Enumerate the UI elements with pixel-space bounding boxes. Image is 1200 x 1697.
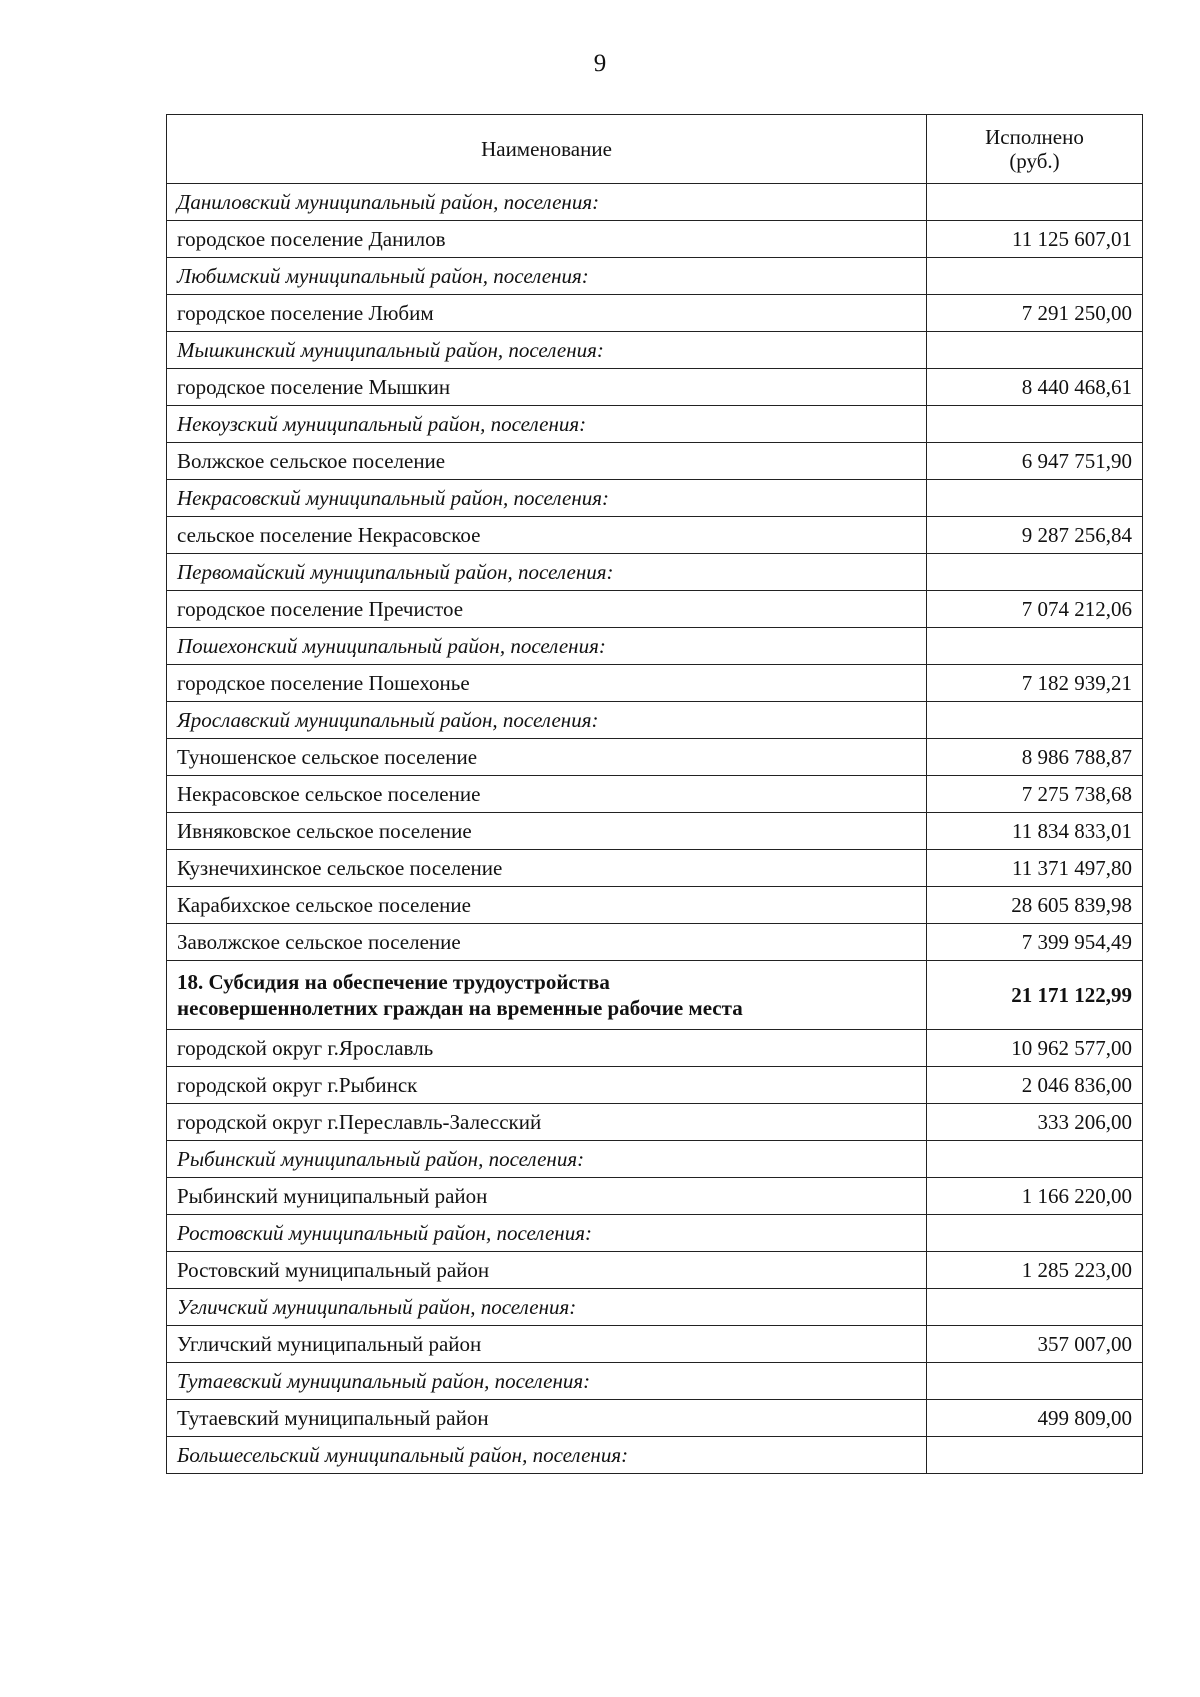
row-value: 1 285 223,00 <box>927 1252 1143 1289</box>
column-header-value-line1: Исполнено <box>985 125 1084 149</box>
row-name: Карабихское сельское поселение <box>167 887 927 924</box>
section-row <box>167 184 1143 221</box>
report-table <box>166 114 1143 1474</box>
section-title: Некоузский муниципальный район, поселения: <box>167 406 927 443</box>
heading-line-1: 18. Субсидия на обеспечение трудоустройства <box>177 970 610 994</box>
table-body <box>167 184 1143 1474</box>
row-value <box>927 628 1143 665</box>
row-value: 11 834 833,01 <box>927 813 1143 850</box>
row-name: Ивняковское сельское поселение <box>167 813 927 850</box>
section-row <box>167 1141 1143 1178</box>
table-row <box>167 1326 1143 1363</box>
section-title: Тутаевский муниципальный район, поселения: <box>167 1363 927 1400</box>
row-name: городское поселение Мышкин <box>167 369 927 406</box>
section-row <box>167 702 1143 739</box>
row-value: 357 007,00 <box>927 1326 1143 1363</box>
row-name: Волжское сельское поселение <box>167 443 927 480</box>
section-title: Ростовский муниципальный район, поселения: <box>167 1215 927 1252</box>
table-row <box>167 1252 1143 1289</box>
table-header-row <box>167 115 1143 184</box>
row-value: 7 275 738,68 <box>927 776 1143 813</box>
table-row <box>167 1400 1143 1437</box>
section-row <box>167 1289 1143 1326</box>
row-value: 28 605 839,98 <box>927 887 1143 924</box>
row-name: Рыбинский муниципальный район <box>167 1178 927 1215</box>
row-value: 10 962 577,00 <box>927 1030 1143 1067</box>
row-value <box>927 332 1143 369</box>
row-value: 9 287 256,84 <box>927 517 1143 554</box>
table-row <box>167 443 1143 480</box>
section-row <box>167 554 1143 591</box>
row-value <box>927 406 1143 443</box>
row-name <box>167 961 927 1030</box>
table-row <box>167 295 1143 332</box>
row-value <box>927 554 1143 591</box>
section-title: Некрасовский муниципальный район, поселения: <box>167 480 927 517</box>
row-name: Некрасовское сельское поселение <box>167 776 927 813</box>
table-row <box>167 1030 1143 1067</box>
section-title: Рыбинский муниципальный район, поселения: <box>167 1141 927 1178</box>
page-number: 9 <box>593 50 607 77</box>
row-value: 8 986 788,87 <box>927 739 1143 776</box>
section-title: Большесельский муниципальный район, поселения: <box>167 1437 927 1474</box>
section-title: Первомайский муниципальный район, поселения: <box>167 554 927 591</box>
row-value <box>927 1289 1143 1326</box>
column-header-value-line2: (руб.) <box>1009 149 1060 173</box>
row-name: сельское поселение Некрасовское <box>167 517 927 554</box>
subsidy-heading-row <box>167 961 1143 1030</box>
table-row <box>167 591 1143 628</box>
section-row <box>167 258 1143 295</box>
row-value <box>927 184 1143 221</box>
row-value: 1 166 220,00 <box>927 1178 1143 1215</box>
row-value <box>927 702 1143 739</box>
section-row <box>167 406 1143 443</box>
table-row <box>167 665 1143 702</box>
row-value: 2 046 836,00 <box>927 1067 1143 1104</box>
column-header-value <box>927 115 1143 184</box>
table-row <box>167 739 1143 776</box>
section-title: Пошехонский муниципальный район, поселения: <box>167 628 927 665</box>
row-value <box>927 1437 1143 1474</box>
row-value: 11 371 497,80 <box>927 850 1143 887</box>
row-value: 6 947 751,90 <box>927 443 1143 480</box>
row-name: Туношенское сельское поселение <box>167 739 927 776</box>
row-value: 7 074 212,06 <box>927 591 1143 628</box>
section-row <box>167 1363 1143 1400</box>
row-name: городской округ г.Рыбинск <box>167 1067 927 1104</box>
row-value: 333 206,00 <box>927 1104 1143 1141</box>
table-row <box>167 924 1143 961</box>
section-row <box>167 1437 1143 1474</box>
row-name: Ростовский муниципальный район <box>167 1252 927 1289</box>
table-row <box>167 813 1143 850</box>
row-name: городское поселение Пошехонье <box>167 665 927 702</box>
row-value: 7 182 939,21 <box>927 665 1143 702</box>
table-row <box>167 1067 1143 1104</box>
row-value: 7 291 250,00 <box>927 295 1143 332</box>
table-row <box>167 1178 1143 1215</box>
table-row <box>167 776 1143 813</box>
section-title: Даниловский муниципальный район, поселения: <box>167 184 927 221</box>
row-name: городское поселение Любим <box>167 295 927 332</box>
section-title: Любимский муниципальный район, поселения: <box>167 258 927 295</box>
table-row <box>167 517 1143 554</box>
table-row <box>167 221 1143 258</box>
table-row <box>167 1104 1143 1141</box>
section-title: Ярославский муниципальный район, поселения: <box>167 702 927 739</box>
row-name: городской округ г.Переславль-Залесский <box>167 1104 927 1141</box>
section-row <box>167 628 1143 665</box>
row-name: Заволжское сельское поселение <box>167 924 927 961</box>
heading-line-2: несовершеннолетних граждан на временные рабочие места <box>177 996 743 1020</box>
row-value: 21 171 122,99 <box>927 961 1143 1030</box>
section-title: Мышкинский муниципальный район, поселения: <box>167 332 927 369</box>
row-value: 8 440 468,61 <box>927 369 1143 406</box>
row-name: Тутаевский муниципальный район <box>167 1400 927 1437</box>
row-name: городской округ г.Ярославль <box>167 1030 927 1067</box>
row-name: городское поселение Данилов <box>167 221 927 258</box>
row-name: городское поселение Пречистое <box>167 591 927 628</box>
section-row <box>167 480 1143 517</box>
row-value <box>927 258 1143 295</box>
row-value <box>927 1141 1143 1178</box>
row-value: 499 809,00 <box>927 1400 1143 1437</box>
section-row <box>167 332 1143 369</box>
row-value <box>927 1363 1143 1400</box>
column-header-name: Наименование <box>167 115 927 184</box>
row-value: 11 125 607,01 <box>927 221 1143 258</box>
section-row <box>167 1215 1143 1252</box>
row-name: Угличский муниципальный район <box>167 1326 927 1363</box>
row-value <box>927 1215 1143 1252</box>
row-name: Кузнечихинское сельское поселение <box>167 850 927 887</box>
row-value <box>927 480 1143 517</box>
section-title: Угличский муниципальный район, поселения: <box>167 1289 927 1326</box>
table-row <box>167 887 1143 924</box>
table-row <box>167 850 1143 887</box>
row-value: 7 399 954,49 <box>927 924 1143 961</box>
table-row <box>167 369 1143 406</box>
